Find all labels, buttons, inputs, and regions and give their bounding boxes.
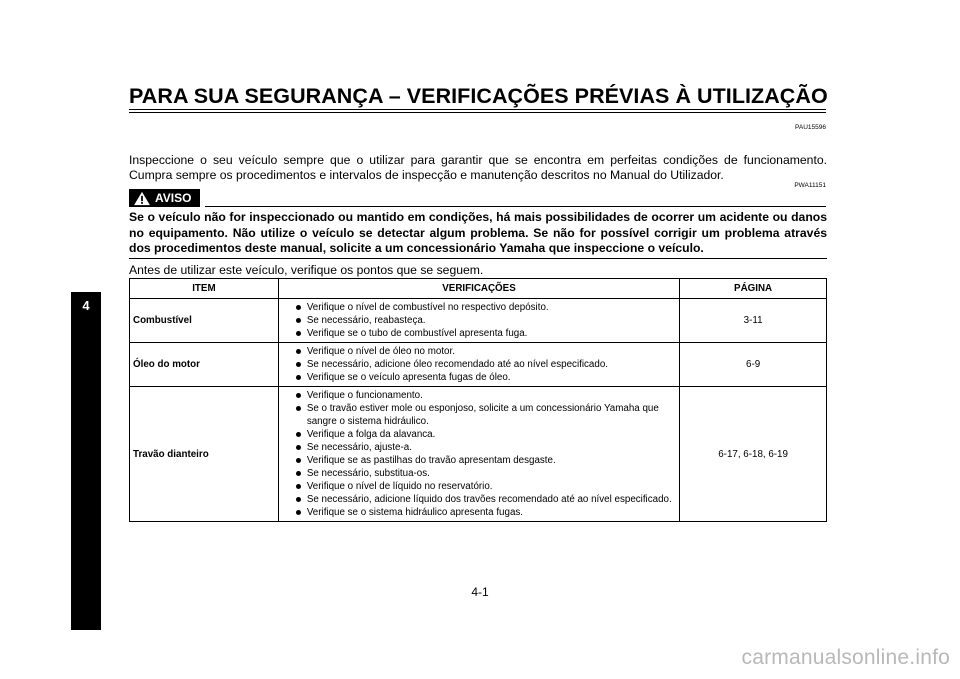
row-checks — [278, 343, 679, 387]
before-use-text: Antes de utilizar este veículo, verifique os pontos que se seguem. — [129, 263, 484, 277]
header-checks: VERIFICAÇÕES — [278, 279, 679, 299]
row-item-front-brake: Travão dianteiro — [130, 387, 279, 522]
table-row — [130, 343, 827, 387]
page-title: PARA SUA SEGURANÇA – VERIFICAÇÕES PRÉVIAS À UTILIZAÇÃO — [129, 84, 828, 108]
check-item: Verifique se as pastilhas do travão apresentam desgaste. — [296, 454, 679, 467]
check-item: Se necessário, substitua-os. — [296, 467, 679, 480]
title-rule-top — [129, 109, 826, 110]
row-item-engine-oil: Óleo do motor — [130, 343, 279, 387]
check-item: Se necessário, adicione óleo recomendado até ao nível especificado. — [296, 358, 679, 371]
check-item: Se necessário, adicione líquido dos travões recomendado até ao nível especificado. — [296, 493, 679, 506]
check-item: Verifique o nível de óleo no motor. — [296, 345, 679, 358]
intro-paragraph: Inspeccione o seu veículo sempre que o utilizar para garantir que se encontra em perfeitas condições de funcionamento. Cumpra sempre os procedimentos e intervalos de inspecção e manutenção descritos no Manual do Utilizador. — [129, 153, 827, 182]
check-item: Se necessário, ajuste-a. — [296, 441, 679, 454]
header-page: PÁGINA — [680, 279, 827, 299]
page-number: 4-1 — [471, 585, 489, 599]
row-page: 6-9 — [680, 343, 827, 387]
header-item: ITEM — [130, 279, 279, 299]
row-checks — [278, 299, 679, 343]
warning-badge — [129, 189, 200, 207]
check-item: Verifique se o tubo de combustível apresenta fuga. — [296, 327, 679, 340]
warning-label: AVISO — [155, 191, 192, 205]
warning-rule-bottom — [129, 258, 827, 259]
check-item: Se o travão estiver mole ou esponjoso, solicite a um concessionário Yamaha que sangre o sistema hidráulico. — [296, 402, 679, 428]
table-header-row — [130, 279, 827, 299]
check-item: Verifique o nível de líquido no reservatório. — [296, 480, 679, 493]
row-page: 3-11 — [680, 299, 827, 343]
check-item: Verifique o funcionamento. — [296, 389, 679, 402]
check-item: Verifique se o veículo apresenta fugas de óleo. — [296, 371, 679, 384]
warning-rule-top — [205, 206, 826, 207]
row-checks — [278, 387, 679, 522]
check-item: Verifique se o sistema hidráulico apresenta fugas. — [296, 506, 679, 519]
row-page: 6-17, 6-18, 6-19 — [680, 387, 827, 522]
section-code: PAU15596 — [795, 124, 826, 131]
warning-icon — [133, 191, 151, 206]
chapter-tab: 4 — [71, 292, 101, 630]
check-item: Verifique o nível de combustível no respectivo depósito. — [296, 301, 679, 314]
table-row — [130, 387, 827, 522]
check-item: Verifique a folga da alavanca. — [296, 428, 679, 441]
warning-code: PWA11151 — [794, 182, 826, 189]
warning-text: Se o veículo não for inspeccionado ou mantido em condições, há mais possibilidades de ocorrer um acidente ou danos no equipamento. Não utilize o veículo se detectar algum problema. Se não for possível corrigir um problema através dos procedimentos deste manual, solicite a um concessionário Yamaha que inspeccione o veículo. — [129, 210, 827, 256]
pre-operation-checklist-table — [129, 278, 827, 522]
check-item: Se necessário, reabasteça. — [296, 314, 679, 327]
watermark: carmanualsonline.info — [741, 646, 950, 669]
title-rule-bottom — [129, 112, 826, 113]
row-item-fuel: Combustível — [130, 299, 279, 343]
table-row — [130, 299, 827, 343]
